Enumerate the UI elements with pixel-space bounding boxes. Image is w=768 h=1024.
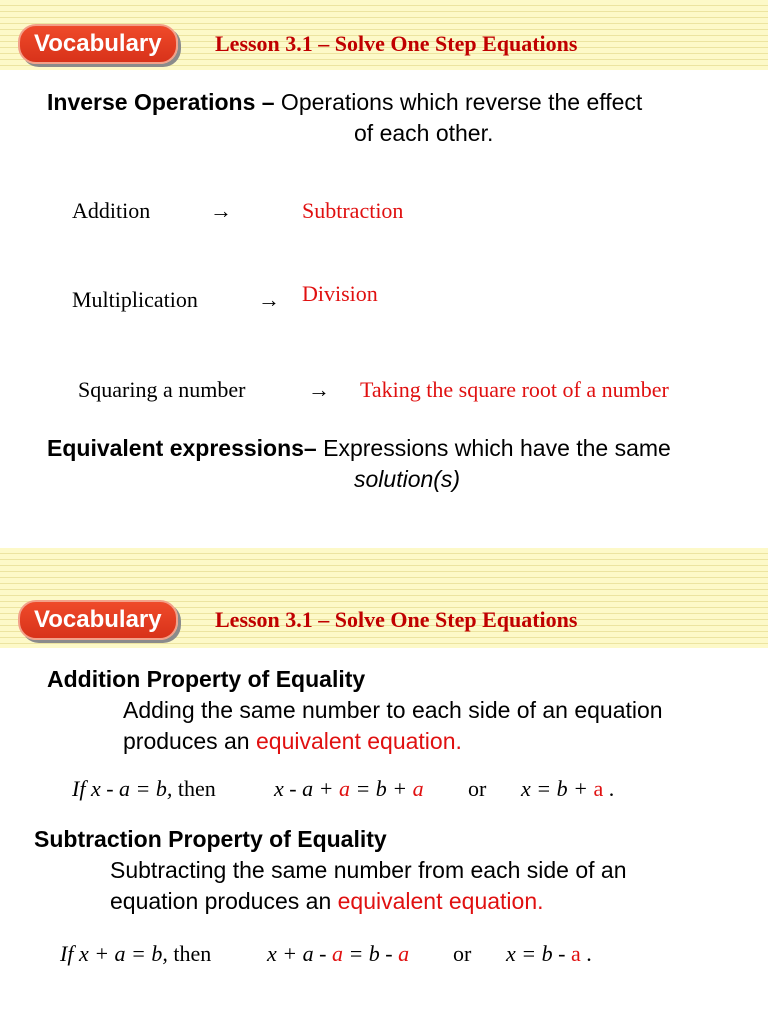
subtraction-equation-middle xyxy=(267,941,409,967)
addition-eq-then: then xyxy=(172,776,216,801)
equivalent-expressions-def-line2 xyxy=(354,466,460,493)
subtraction-property-line1: Subtracting the same number from each side of an xyxy=(110,857,627,883)
lesson-title: Lesson 3.1 – Solve One Step Equations xyxy=(215,31,578,56)
inverse-operations-def-line2: of each other. xyxy=(354,120,494,146)
subtraction-eq-res-end: . xyxy=(580,941,592,966)
addition-eq-mid-red1: a xyxy=(338,776,350,801)
pair-inverse-square-root: Taking the square root of a number xyxy=(360,377,669,402)
equivalent-expressions-definition xyxy=(47,435,671,462)
addition-property-line2 xyxy=(123,728,462,755)
subtraction-eq-mid-b: = b - xyxy=(342,941,399,966)
addition-equation-if xyxy=(72,776,216,802)
pair-op-squaring: Squaring a number xyxy=(78,377,246,402)
subtraction-equation-or: or xyxy=(453,941,472,966)
vocabulary-badge: Vocabulary xyxy=(18,24,178,64)
addition-eq-res-red: a xyxy=(593,776,604,801)
subtraction-property-line2 xyxy=(110,888,544,915)
vocabulary-badge: Vocabulary xyxy=(18,600,178,640)
inverse-operations-definition xyxy=(47,89,642,116)
subtraction-property-title-text: Subtraction Property of Equality xyxy=(34,826,387,852)
slide-properties-of-equality xyxy=(0,548,768,1024)
lesson-title: Lesson 3.1 – Solve One Step Equations xyxy=(215,607,578,632)
equivalent-expressions-def-line1: Expressions which have the same xyxy=(316,435,671,461)
subtraction-equation-if xyxy=(60,941,211,967)
subtraction-eq-mid-a: x + a - xyxy=(267,941,332,966)
addition-eq-res-a: x = b + xyxy=(521,776,594,801)
addition-eq-mid-red2: a xyxy=(412,776,424,801)
arrow-icon: → xyxy=(210,198,232,223)
addition-equation-middle xyxy=(274,776,424,802)
subtraction-equation-result xyxy=(506,941,592,967)
addition-line2-red: equivalent equation. xyxy=(255,728,462,754)
addition-property-title xyxy=(47,666,365,693)
subtraction-eq-res-red: a xyxy=(570,941,581,966)
inverse-operations-def-line1: Operations which reverse the effect xyxy=(274,89,643,115)
addition-eq-if-text: If x - a = b, xyxy=(72,776,173,801)
equivalent-expressions-term: Equivalent expressions– xyxy=(47,435,317,461)
addition-equation-or: or xyxy=(468,776,487,801)
subtraction-eq-res-a: x = b - xyxy=(506,941,571,966)
arrow-icon: → xyxy=(258,287,280,312)
solutions-text: solution(s) xyxy=(354,466,461,492)
pair-op-multiplication: Multiplication xyxy=(72,287,198,312)
pair-inverse-subtraction: Subtraction xyxy=(302,198,404,223)
addition-eq-res-end: . xyxy=(603,776,615,801)
arrow-icon: → xyxy=(308,377,330,402)
subtraction-eq-mid-red1: a xyxy=(331,941,343,966)
addition-line2-prefix: produces an xyxy=(123,728,256,754)
subtraction-eq-mid-red2: a xyxy=(398,941,410,966)
pair-inverse-division: Division xyxy=(302,281,378,306)
subtraction-property-title xyxy=(34,826,387,853)
addition-equation-result xyxy=(521,776,614,802)
addition-property-title-text: Addition Property of Equality xyxy=(47,666,366,692)
inverse-operations-term: Inverse Operations – xyxy=(47,89,275,115)
subtraction-line2-red: equivalent equation. xyxy=(337,888,544,914)
subtraction-eq-if-text: If x + a = b, xyxy=(60,941,168,966)
addition-eq-mid-a: x - a + xyxy=(274,776,339,801)
pair-op-addition: Addition xyxy=(72,198,151,223)
subtraction-line2-prefix: equation produces an xyxy=(110,888,338,914)
addition-eq-mid-b: = b + xyxy=(349,776,413,801)
subtraction-eq-then: then xyxy=(167,941,212,966)
addition-property-line1: Adding the same number to each side of an equation xyxy=(123,697,663,723)
